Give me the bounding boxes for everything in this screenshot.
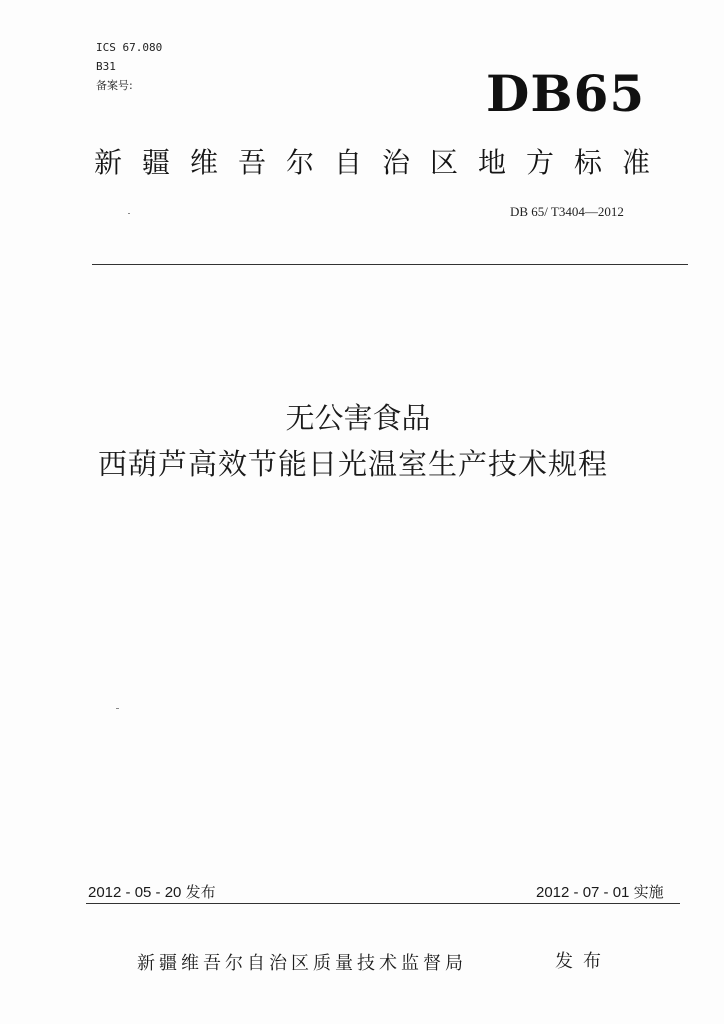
header-divider [92, 264, 688, 265]
ics-code: ICS 67.080 [96, 41, 163, 54]
standard-category-title: 新疆维吾尔自治区地方标准 [94, 146, 671, 179]
classification-code: B31 [96, 60, 116, 73]
db65-logo: DB65 [486, 64, 646, 123]
effective-date: 2012 - 07 - 01 实施 [536, 884, 664, 901]
document-title-line-2: 西葫芦高效节能日光温室生产技术规程 [98, 447, 609, 481]
scan-speck [128, 213, 130, 214]
standard-number: DB 65/ T3404—2012 [510, 204, 624, 219]
scan-speck [116, 708, 119, 709]
record-number-label: 备案号: [96, 79, 133, 92]
date-divider [86, 903, 680, 904]
publish-date: 2012 - 05 - 20 发布 [88, 884, 216, 901]
issue-label: 发布 [555, 951, 611, 972]
document-title-line-1: 无公害食品 [285, 401, 431, 435]
issuing-authority: 新疆维吾尔自治区质量技术监督局 [137, 953, 467, 974]
